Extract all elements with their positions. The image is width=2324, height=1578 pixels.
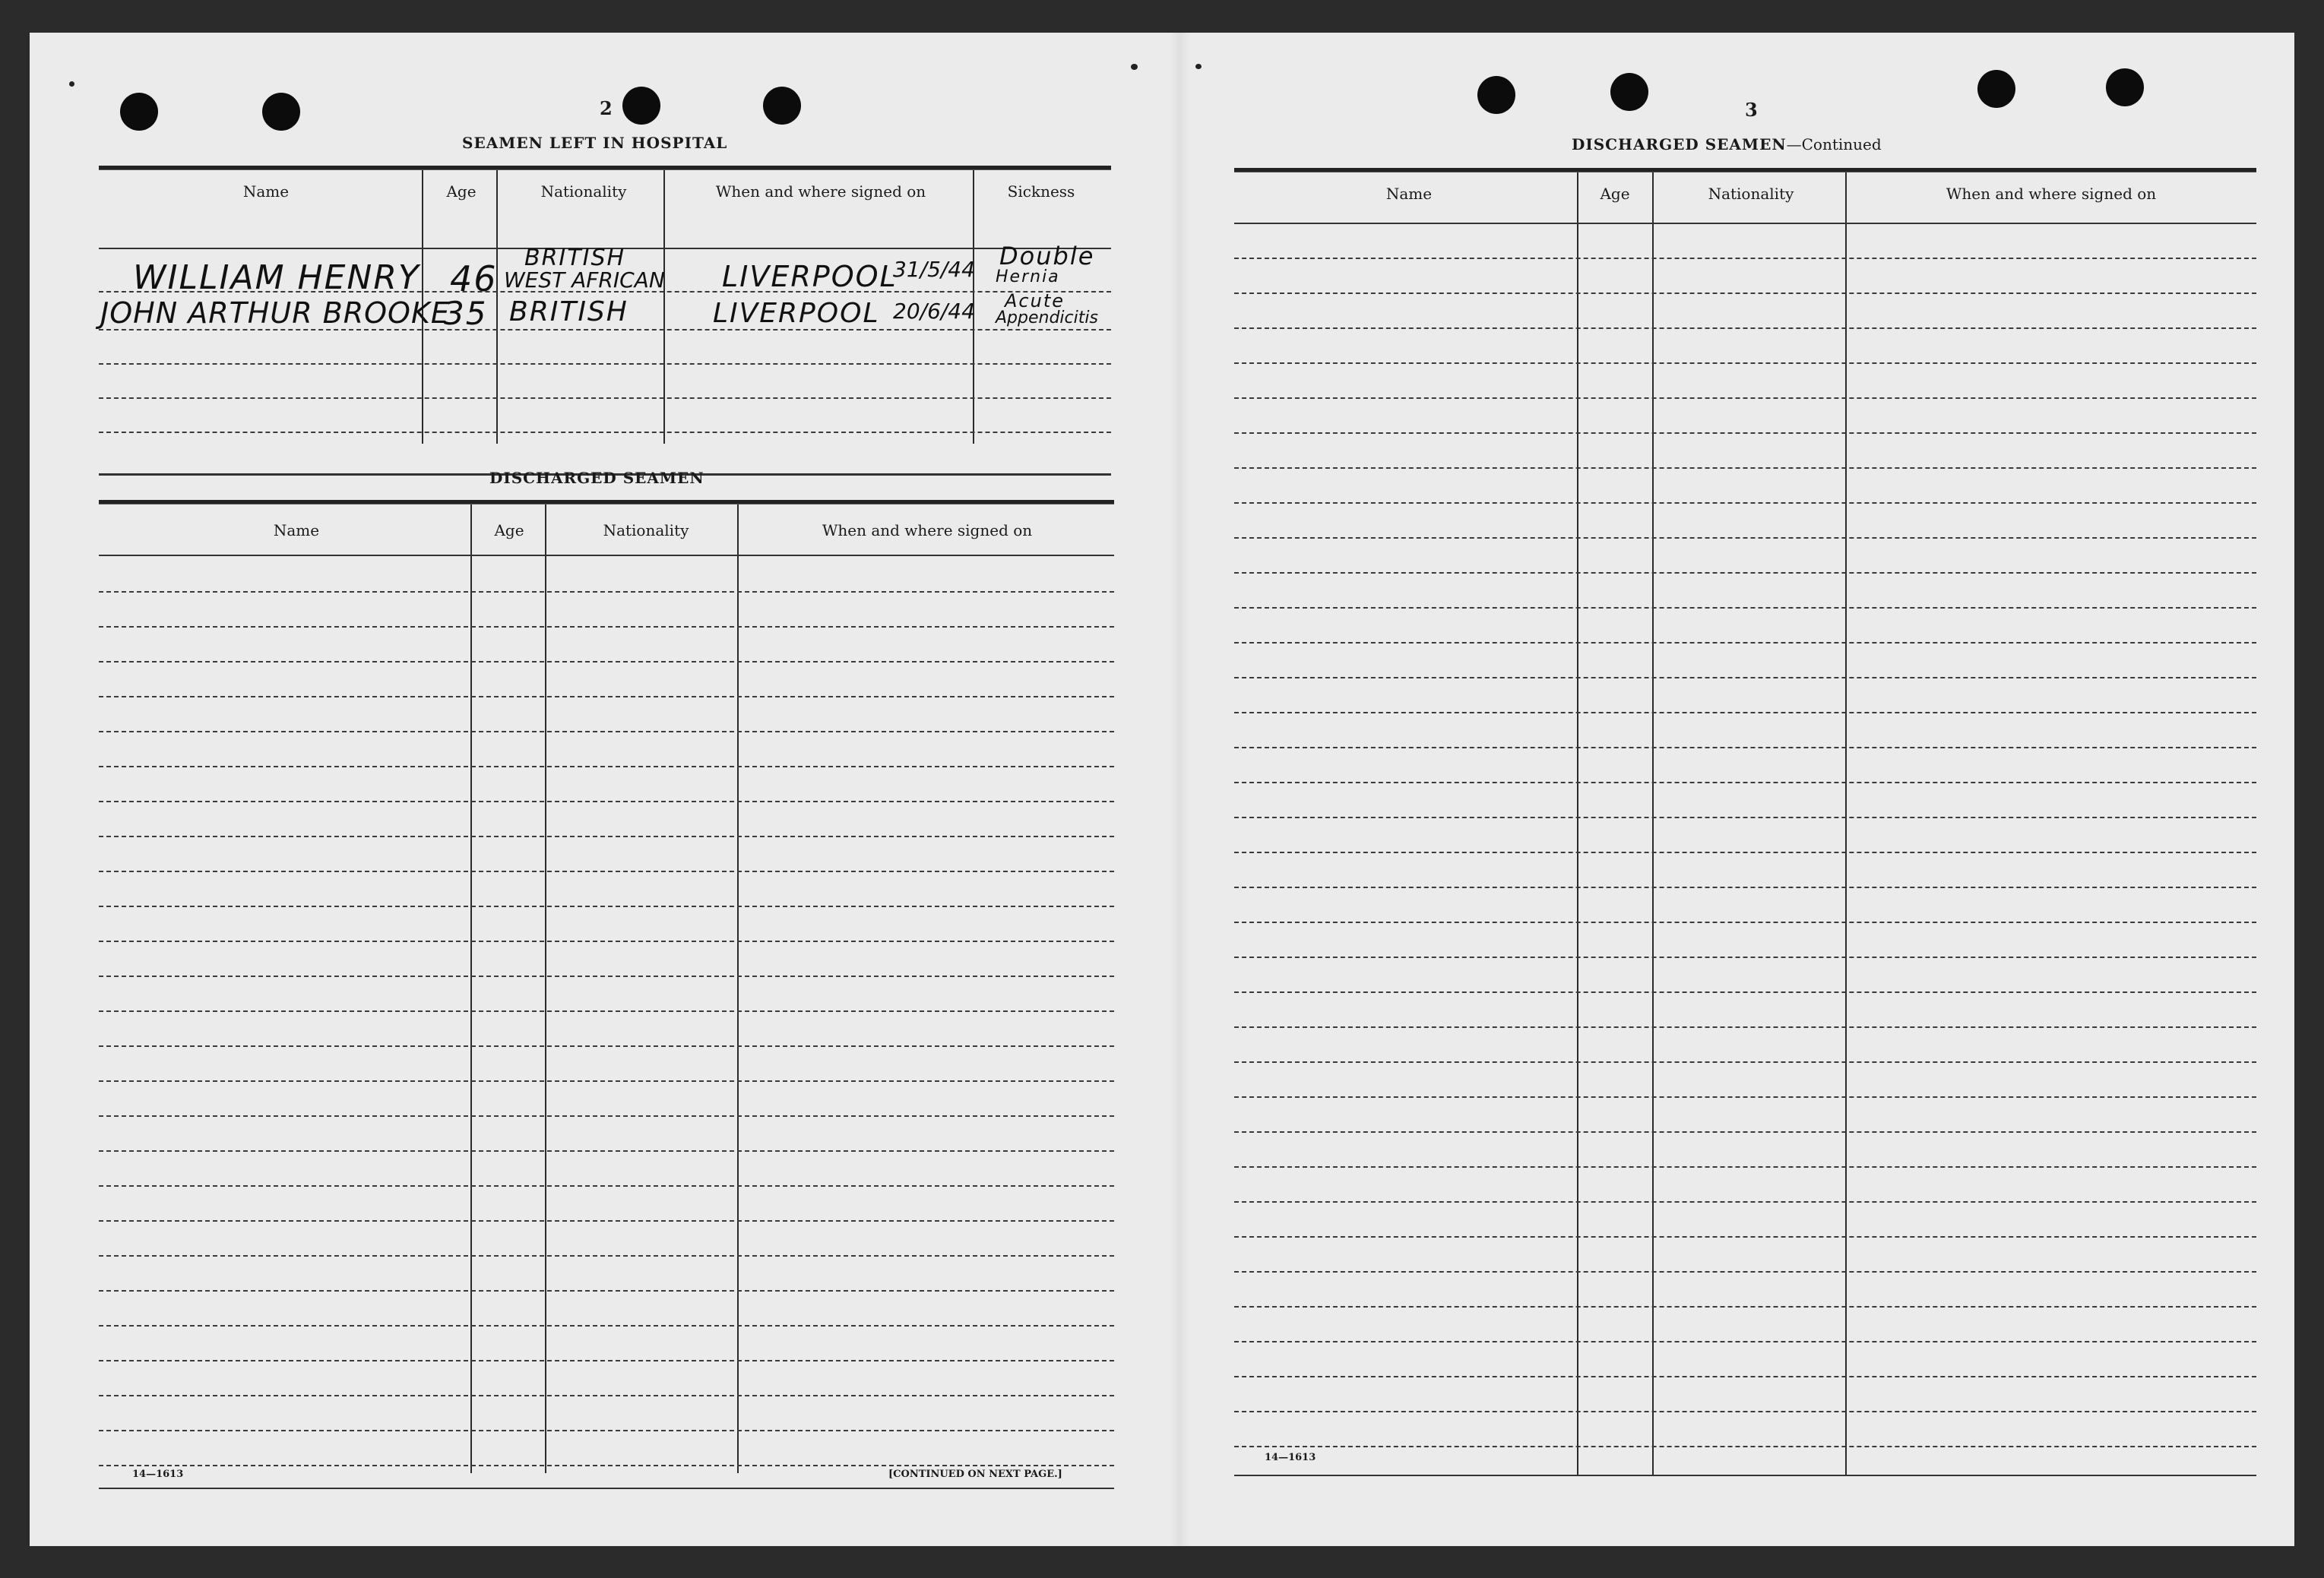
ruled-line	[99, 1185, 1114, 1187]
column-divider	[1577, 172, 1578, 1475]
punch-hole	[622, 87, 660, 125]
column-header-name: Name	[242, 182, 290, 201]
seaman-nationality: WEST AFRICAN	[504, 267, 665, 293]
ruled-line	[99, 1325, 1114, 1327]
ruled-line	[1234, 817, 2256, 818]
ruled-line	[1234, 502, 2256, 504]
continued-note: [CONTINUED ON NEXT PAGE.]	[888, 1469, 1062, 1480]
ruled-line	[1234, 1096, 2256, 1098]
page-spine	[1170, 33, 1189, 1546]
punch-hole	[1610, 73, 1648, 111]
ruled-line	[1234, 747, 2256, 748]
ruled-line	[99, 1360, 1114, 1361]
column-divider	[737, 504, 739, 1473]
discharged-table-left	[99, 500, 1114, 1507]
column-header-name: Name	[273, 521, 320, 539]
ruled-line	[1234, 258, 2256, 259]
punch-hole	[763, 87, 801, 125]
ruled-line	[1234, 922, 2256, 923]
ruled-line	[1234, 782, 2256, 783]
ruled-line	[1234, 1236, 2256, 1238]
ruled-line	[1234, 397, 2256, 399]
section-title-main: DISCHARGED SEAMEN	[1572, 135, 1787, 153]
signed-on-date: 20/6/44	[893, 299, 975, 324]
ruled-line	[99, 626, 1114, 628]
form-number: 14—1613	[1265, 1452, 1316, 1463]
ruled-line	[1234, 572, 2256, 574]
sickness: Double	[999, 242, 1095, 270]
ruled-line	[1234, 1271, 2256, 1273]
ruled-line	[99, 1395, 1114, 1396]
section-title: DISCHARGED SEAMEN	[489, 469, 704, 487]
ruled-line	[99, 941, 1114, 942]
header-rule	[99, 555, 1114, 556]
column-header-signed-on: When and where signed on	[1946, 185, 2157, 203]
ruled-line	[1234, 293, 2256, 294]
ruled-line	[1234, 1341, 2256, 1342]
ruled-line	[1234, 1166, 2256, 1168]
column-header-nationality: Nationality	[540, 182, 627, 201]
ruled-line	[99, 906, 1114, 907]
seaman-name: WILLIAM HENRY	[133, 258, 420, 297]
ledger-sheet	[30, 33, 2294, 1546]
ruled-line	[99, 696, 1114, 697]
ruled-line	[1234, 677, 2256, 678]
column-divider	[1652, 172, 1654, 1475]
table-bottom-rule	[99, 1488, 1114, 1489]
page-number: 3	[1745, 99, 1758, 121]
ruled-line	[99, 397, 1111, 399]
section-title: SEAMEN LEFT IN HOSPITAL	[462, 134, 728, 152]
form-number: 14—1613	[132, 1469, 184, 1480]
ruled-line	[1234, 1061, 2256, 1063]
ruled-line	[1234, 1446, 2256, 1447]
ink-speck	[1195, 64, 1202, 69]
ruled-line	[1234, 327, 2256, 329]
ruled-line	[99, 363, 1111, 365]
sickness: Hernia	[996, 267, 1060, 286]
ruled-line	[1234, 957, 2256, 958]
signed-on-place: LIVERPOOL	[722, 260, 898, 293]
ruled-line	[99, 1150, 1114, 1152]
column-header-nationality: Nationality	[1708, 185, 1794, 203]
discharged-table-right	[1234, 168, 2256, 1486]
ruled-line	[99, 1115, 1114, 1117]
ruled-line	[99, 1010, 1114, 1012]
sickness: Appendicitis	[996, 308, 1098, 327]
ruled-line	[99, 661, 1114, 663]
hospital-table	[99, 166, 1111, 482]
punch-hole	[262, 93, 300, 131]
ruled-line	[1234, 1411, 2256, 1412]
ruled-line	[1234, 537, 2256, 539]
ruled-line	[99, 801, 1114, 802]
ruled-line	[99, 871, 1114, 872]
ruled-line	[99, 976, 1114, 977]
ruled-line	[1234, 607, 2256, 609]
ruled-line	[1234, 1376, 2256, 1377]
ruled-line	[1234, 1201, 2256, 1203]
ruled-line	[1234, 467, 2256, 469]
ink-speck	[69, 81, 74, 87]
column-header-nationality: Nationality	[603, 521, 689, 539]
seaman-age: 35	[444, 295, 488, 332]
seaman-name: JOHN ARTHUR BROOKE	[100, 296, 450, 330]
column-divider	[545, 504, 546, 1473]
ruled-line	[1234, 991, 2256, 993]
ruled-line	[1234, 362, 2256, 364]
column-header-signed-on: When and where signed on	[822, 521, 1033, 539]
ruled-line	[1234, 432, 2256, 434]
table-top-rule	[99, 500, 1114, 504]
ruled-line	[1234, 712, 2256, 713]
column-header-signed-on: When and where signed on	[715, 182, 926, 201]
column-divider	[663, 170, 665, 444]
signed-on-date: 31/5/44	[893, 257, 975, 282]
table-bottom-rule	[1234, 1475, 2256, 1476]
ruled-line	[99, 329, 1111, 330]
ruled-line	[99, 1220, 1114, 1222]
seaman-age: 46	[450, 258, 498, 299]
ruled-line	[1234, 642, 2256, 644]
ruled-line	[1234, 852, 2256, 853]
ruled-line	[1234, 887, 2256, 888]
ruled-line	[1234, 1306, 2256, 1308]
page-number: 2	[600, 97, 613, 119]
ruled-line	[99, 1465, 1114, 1466]
ruled-line	[1234, 1131, 2256, 1133]
sickness: Acute	[1005, 290, 1065, 311]
column-divider	[1845, 172, 1847, 1475]
ruled-line	[99, 1290, 1114, 1292]
header-rule	[1234, 223, 2256, 224]
ruled-line	[99, 291, 1111, 293]
column-header-sickness: Sickness	[1007, 182, 1075, 201]
ruled-line	[99, 1080, 1114, 1082]
column-header-age: Age	[494, 521, 524, 539]
seaman-nationality: BRITISH	[524, 245, 626, 271]
ruled-line	[99, 766, 1114, 767]
table-top-rule	[99, 166, 1111, 170]
ruled-line	[99, 432, 1111, 433]
signed-on-place: LIVERPOOL	[713, 298, 880, 329]
ruled-line	[99, 1255, 1114, 1257]
ruled-line	[99, 731, 1114, 732]
punch-hole	[120, 93, 158, 131]
column-header-name: Name	[1385, 185, 1433, 203]
ink-speck	[1131, 64, 1138, 70]
punch-hole	[1477, 76, 1515, 114]
punch-hole	[1977, 70, 2015, 108]
section-title-continued: —Continued	[1786, 135, 1882, 153]
ruled-line	[1234, 1026, 2256, 1028]
column-divider	[496, 170, 498, 444]
ruled-line	[99, 836, 1114, 837]
seaman-nationality: BRITISH	[509, 296, 628, 327]
ruled-line	[99, 1045, 1114, 1047]
table-top-rule	[1234, 168, 2256, 172]
ruled-line	[99, 591, 1114, 593]
column-header-age: Age	[446, 182, 477, 201]
punch-hole	[2106, 68, 2144, 106]
column-divider	[470, 504, 472, 1473]
section-title	[1572, 135, 1882, 153]
column-header-age: Age	[1600, 185, 1630, 203]
ruled-line	[99, 1430, 1114, 1431]
